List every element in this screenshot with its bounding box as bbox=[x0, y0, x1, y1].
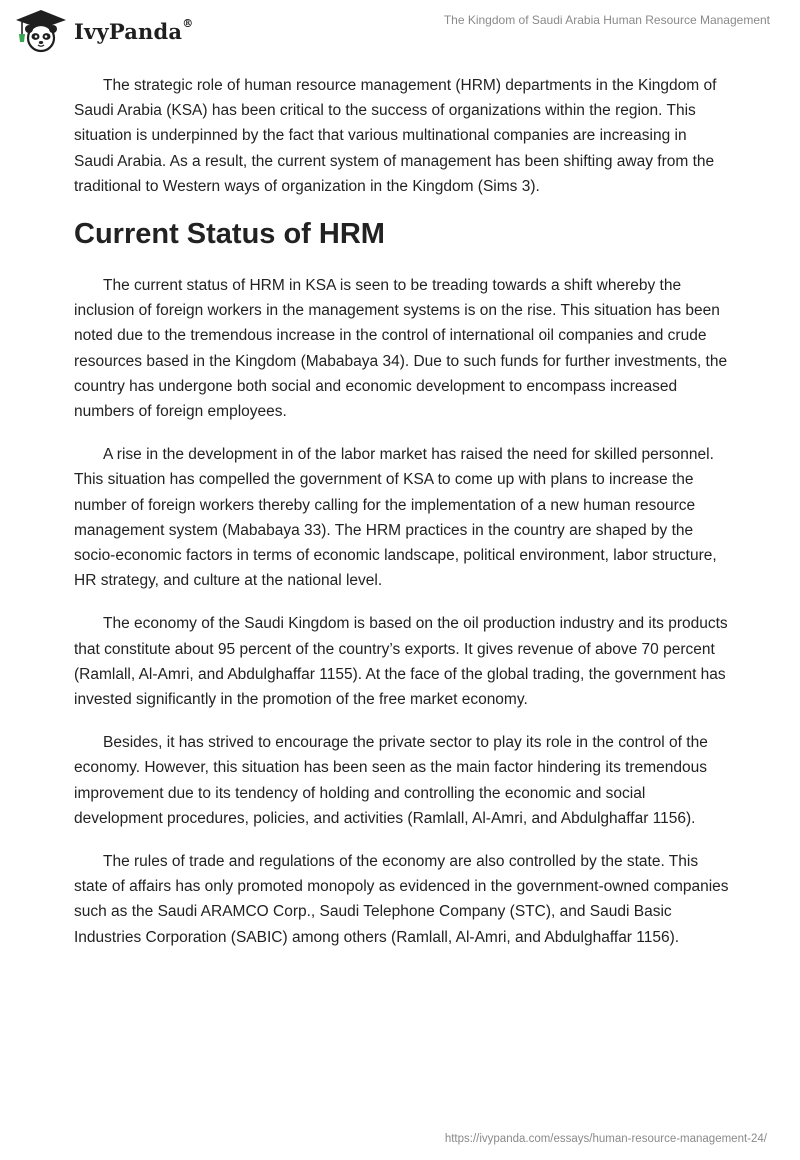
essay-body bbox=[74, 73, 730, 968]
source-url[interactable]: https://ivypanda.com/essays/human-resource-management-24/ bbox=[444, 1133, 767, 1145]
body-paragraph: The economy of the Saudi Kingdom is based on the oil production industry and its products that constitute about 95 percent of the country’s exports. It gives revenue of above 70 percent (Ramlall, Al-Amri, and Abdulghaffar 1155). At the face of the global trading, the government has invested significantly in the promotion of the free market economy. bbox=[74, 615, 728, 709]
body-paragraph: The current status of HRM in KSA is seen to be treading towards a shift whereby the inclusion of foreign workers in the management systems is on the rise. This situation has been noted due to the tremendous increase in the control of international oil companies and crude resources based in the Kingdom (Mababaya 34). Due to such funds for further investments, the country has undergone both social and economic development to encompass increased numbers of foreign employees. bbox=[74, 277, 728, 421]
brand-logo[interactable] bbox=[14, 8, 193, 54]
body-paragraph: The rules of trade and regulations of the economy are also controlled by the state. This state of affairs has only promoted monopoly as evidenced in the government-owned companies such as the Saudi ARAMCO Corp., Saudi Telephone Company (STC), and Saudi Basic Industries Corporation (SABIC) among others (Ramlall, Al-Amri, and Abdulghaffar 1156). bbox=[74, 853, 729, 946]
page-header bbox=[0, 0, 800, 64]
document-title: The Kingdom of Saudi Arabia Human Resource Management bbox=[443, 13, 770, 27]
panda-logo-icon bbox=[14, 8, 68, 54]
intro-paragraph: The strategic role of human resource management (HRM) departments in the Kingdom of Saudi Arabia (KSA) has been critical to the success of organizations within the region. This situation is underpinned by the fact that various multinational companies are increasing in Saudi Arabia. As a result, the current system of management has been shifting away from the traditional to Western ways of organization in the Kingdom (Sims 3). bbox=[74, 77, 717, 195]
body-paragraph: A rise in the development in of the labor market has raised the need for skilled personnel. This situation has compelled the government of KSA to come up with plans to increase the number of foreign workers thereby calling for the implementation of a new human resource management system (Mababaya 33). The HRM practices in the country are shaped by the socio-economic factors in terms of economic landscape, political environment, labor structure, HR strategy, and culture at the national level. bbox=[74, 446, 717, 590]
section-heading: Current Status of HRM bbox=[74, 218, 385, 251]
body-paragraph: Besides, it has strived to encourage the private sector to play its role in the control of the economy. However, this situation has been seen as the main factor hindering its tremendous improvement due to its tendency of holding and controlling the economic and social development procedures, policies, and activities (Ramlall, Al-Amri, and Abdulghaffar 1156). bbox=[74, 734, 708, 827]
brand-name: IvyPanda® bbox=[74, 16, 194, 44]
